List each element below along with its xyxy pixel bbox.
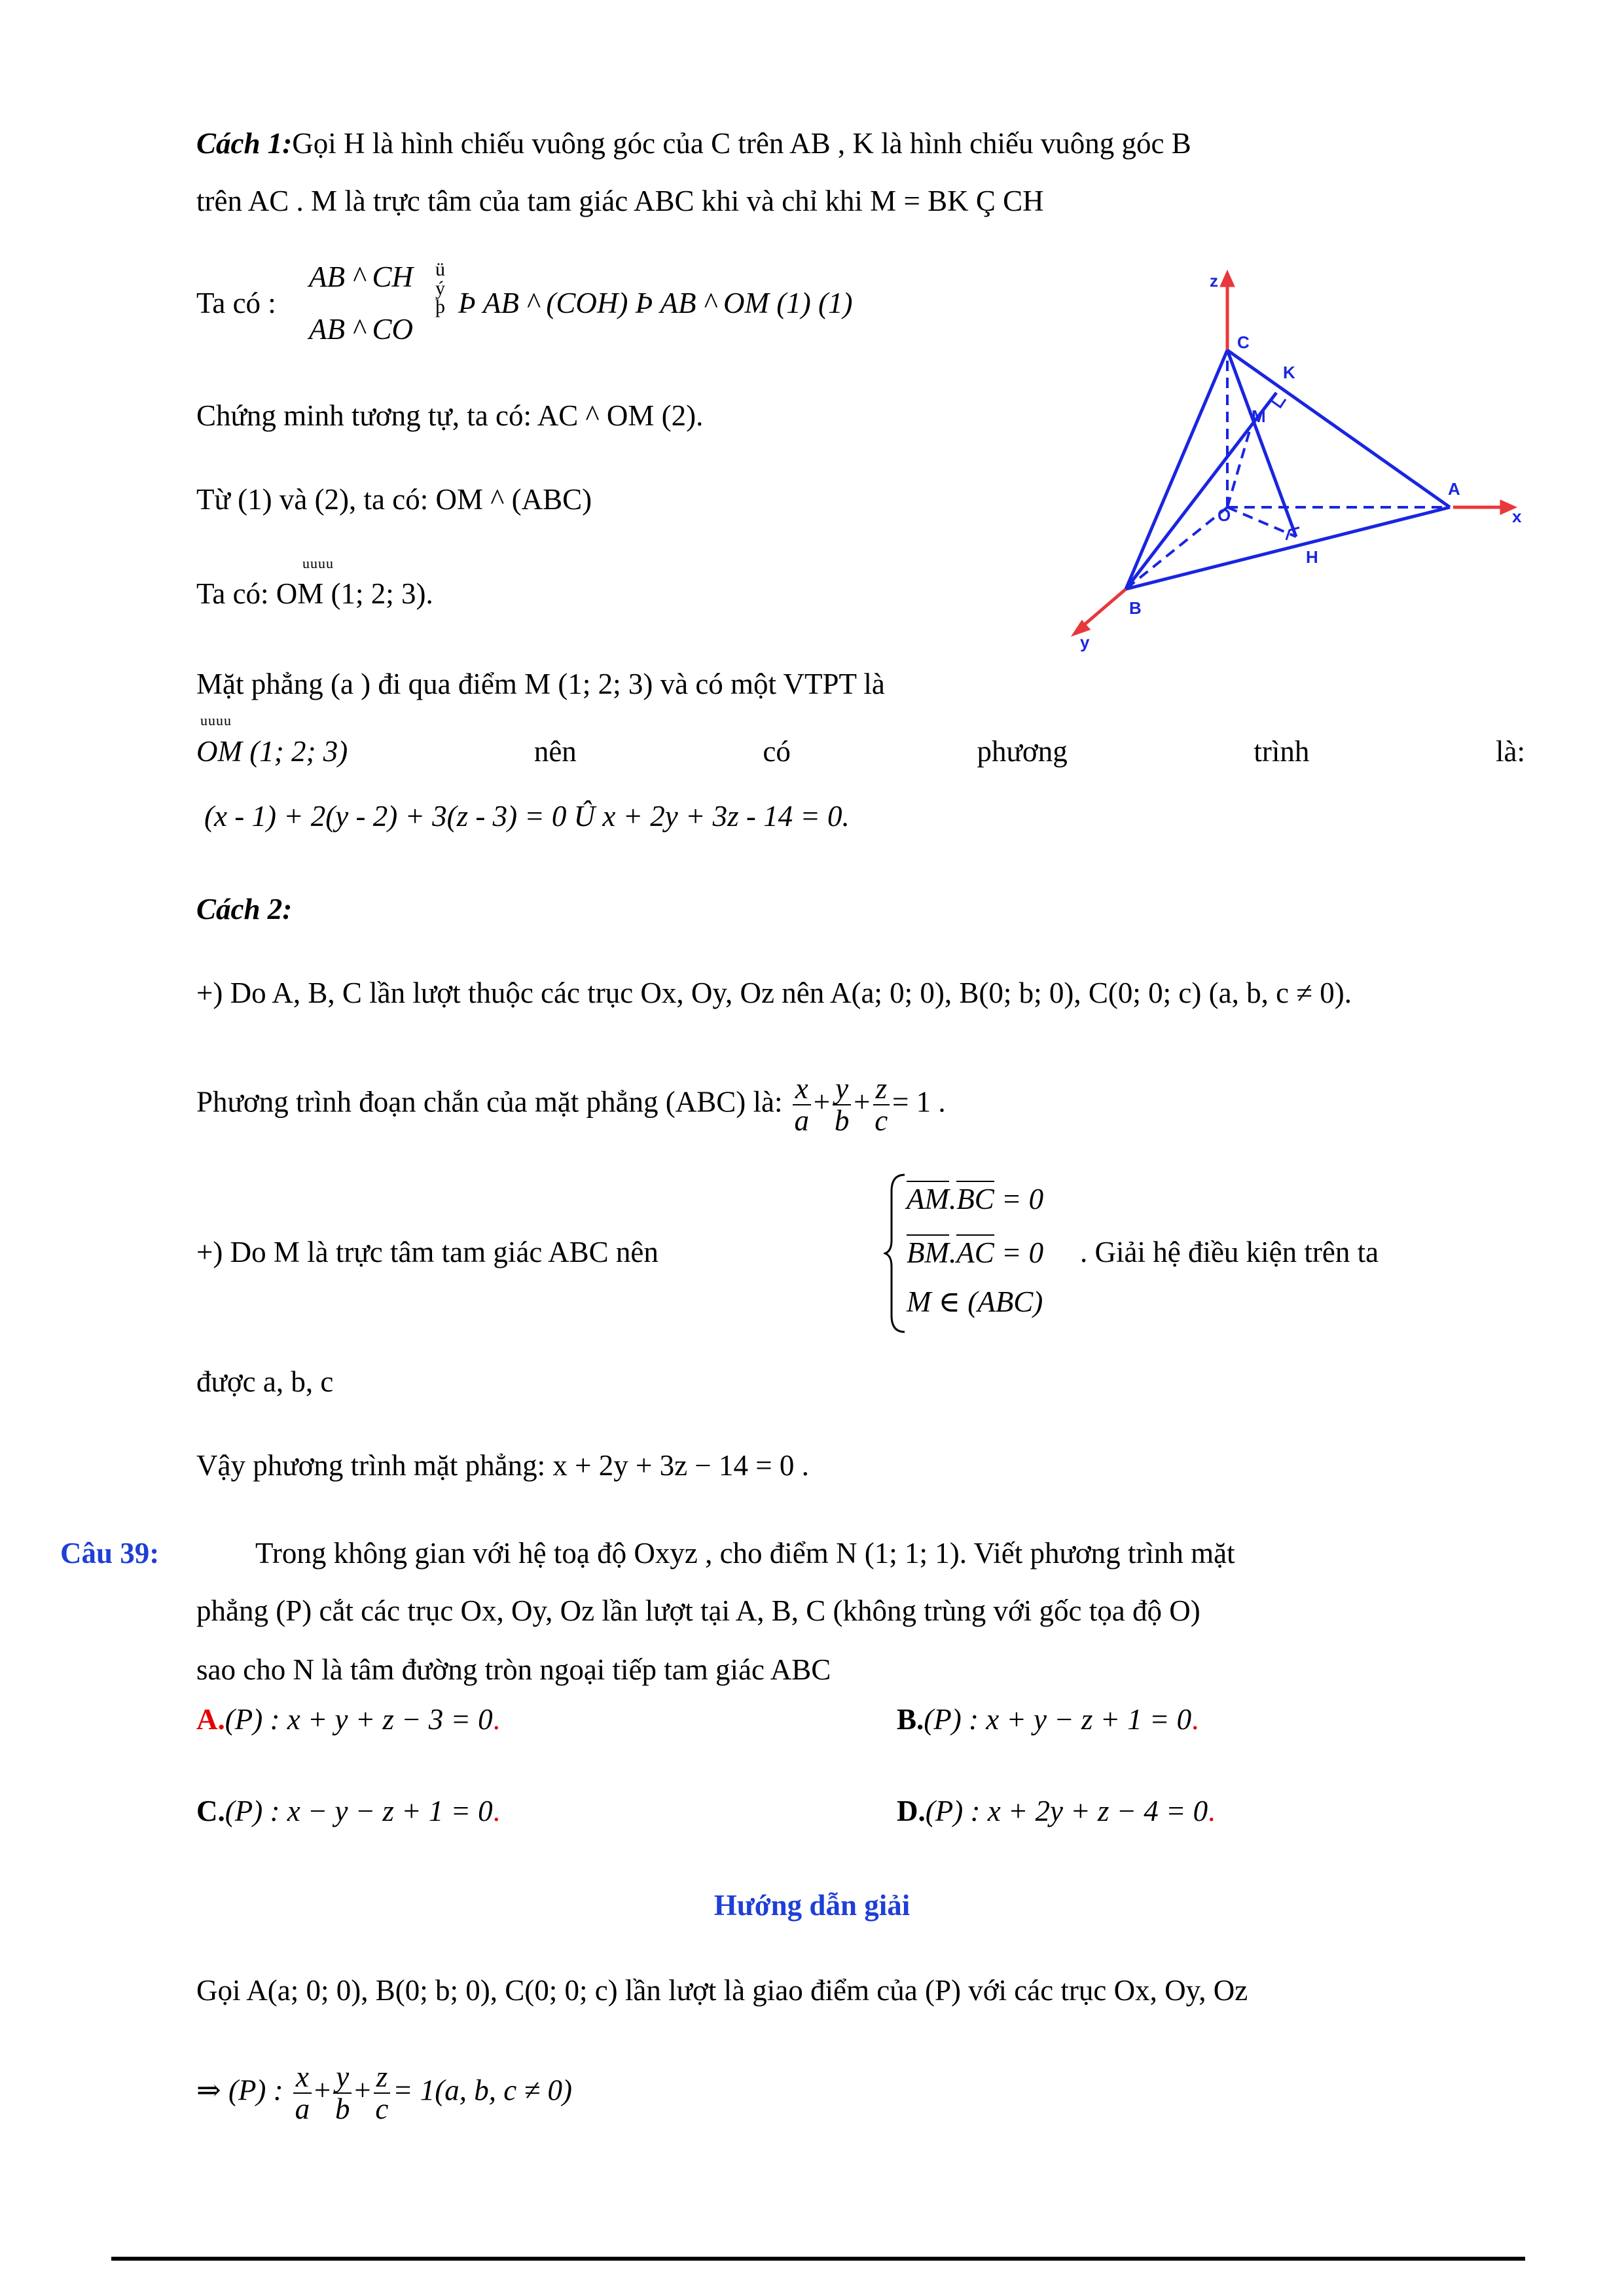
cach2-p3-left: +) Do M là trực tâm tam giác ABC nên	[196, 1236, 659, 1268]
cach2-p5: Vậy phương trình mặt phẳng: x + 2y + 3z − 14 = 0 .	[196, 1449, 809, 1482]
solution-line1: Gọi A(a; 0; 0), B(0; b; 0), C(0; 0; c) lần lượt là giao điểm của (P) với các trục Ox, Oy, Oz	[196, 1974, 1248, 2007]
label-A: A	[1448, 479, 1460, 499]
system-conclusion: Þ AB ^ (COH) Þ AB ^ OM (1) (1)	[458, 287, 853, 319]
option-B-text: (P) : x + y − z + 1 = 0	[924, 1703, 1192, 1736]
condition-1: AM.BC = 0	[907, 1181, 1043, 1217]
frac-num: x	[793, 1073, 811, 1105]
label-x: x	[1512, 507, 1522, 526]
cach1-line1	[196, 126, 1191, 161]
y-axis	[1080, 589, 1126, 628]
edge-BC	[1126, 350, 1227, 589]
frac-num: y	[333, 2062, 352, 2094]
option-D-dot: .	[1208, 1795, 1216, 1827]
frac-den: a	[295, 2092, 310, 2126]
cach2-p2-text: Phương trình đoạn chắn của mặt phẳng (ABC) là:	[196, 1085, 783, 1119]
cach2-title: Cách 2:	[196, 893, 293, 925]
option-D-letter: D.	[897, 1795, 926, 1827]
cach1-line1-text: Gọi H là hình chiếu vuông góc của C trên AB , K là hình chiếu vuông góc B	[292, 127, 1191, 160]
edge-AB	[1126, 507, 1450, 589]
frac-num: y	[833, 1073, 851, 1105]
l8-w1: nên	[533, 735, 577, 768]
option-A[interactable]	[196, 1702, 500, 1737]
condition-2: BM.AC = 0	[907, 1234, 1043, 1270]
question-39-line1: Trong không gian với hệ toạ độ Oxyz , cho điểm N (1; 1; 1). Viết phương trình mặt	[255, 1537, 1235, 1570]
question-39-line3: sao cho N là tâm đường tròn ngoại tiếp tam giác ABC	[196, 1653, 831, 1686]
label-C: C	[1237, 332, 1250, 352]
system-line1: AB ^ CH	[309, 260, 413, 293]
option-C-dot: .	[492, 1795, 500, 1827]
condition-3: M ∈ (ABC)	[907, 1285, 1043, 1318]
l8-w0: OM (1; 2; 3)	[196, 735, 348, 768]
solution-line2-start: ⇒ (P) :	[196, 2073, 283, 2107]
vector-arrow-mark-2: uuuu	[200, 712, 232, 728]
frac-den: c	[875, 1104, 888, 1138]
cach1-title: Cách 1:	[196, 127, 293, 160]
vector-AM: AM	[907, 1181, 949, 1216]
l8-w3: phương	[977, 735, 1068, 768]
cach2-p2-end: = 1 .	[892, 1085, 946, 1119]
label-O: O	[1218, 505, 1231, 525]
cach1-line4: Chứng minh tương tự, ta có: AC ^ OM (2).	[196, 399, 704, 432]
label-y: y	[1080, 632, 1090, 652]
system-brace	[884, 1172, 910, 1335]
right-angle-H	[1286, 528, 1299, 540]
vector-arrow-mark: uuuu	[302, 555, 334, 571]
right-angle-K	[1271, 399, 1286, 407]
solution-line2: ⇒ (P) : $\frac{x}{a}$ + $\frac{y}{b}$ + $\frac{z}{c}$ = 1(a, b, c ≠ 0)	[196, 2060, 572, 2126]
fraction-x-a	[793, 1073, 811, 1137]
vector-BM: BM	[907, 1234, 949, 1270]
taco-label: Ta có :	[196, 287, 276, 319]
frac-den: c	[375, 2092, 389, 2126]
cach2-p2: Phương trình đoạn chắn của mặt phẳng (ABC) là: $\frac{x}{a}$ + $\frac{y}{b}$ + $\frac{z}{c}$ = 1 .	[196, 1072, 946, 1138]
fraction-y-b	[333, 2062, 352, 2125]
frac-num: z	[873, 1073, 890, 1105]
option-D[interactable]	[897, 1793, 1215, 1829]
z-axis-arrow	[1222, 274, 1233, 285]
system-line2: AB ^ CO	[309, 313, 413, 346]
option-B[interactable]	[897, 1702, 1199, 1737]
cach1-line7: Mặt phẳng (a ) đi qua điểm M (1; 2; 3) và có một VTPT là	[196, 668, 885, 700]
fraction-x-a	[293, 2062, 312, 2125]
cach2-p4: được a, b, c	[196, 1365, 334, 1398]
frac-num: z	[374, 2062, 391, 2094]
option-C-text: (P) : x − y − z + 1 = 0	[225, 1795, 493, 1827]
cach1-line6: Ta có: OM (1; 2; 3).	[196, 577, 433, 610]
cach1-line8	[196, 734, 1525, 768]
l8-w2: có	[763, 735, 791, 768]
edge-CA	[1227, 350, 1450, 507]
frac-den: b	[834, 1104, 850, 1138]
system-brace-marks: ü ý þ	[435, 259, 445, 317]
vector-AC: AC	[956, 1234, 994, 1270]
fraction-y-b	[833, 1073, 851, 1137]
tetrahedron-figure	[1060, 262, 1532, 668]
label-H: H	[1306, 547, 1318, 567]
label-M: M	[1252, 406, 1266, 426]
label-B: B	[1129, 598, 1142, 618]
frac-den: b	[335, 2092, 350, 2126]
option-B-letter: B.	[897, 1703, 924, 1736]
option-A-text: (P) : x + y + z − 3 = 0	[225, 1703, 493, 1736]
question-39-label: Câu 39:	[60, 1537, 160, 1570]
label-K: K	[1283, 363, 1295, 382]
option-A-dot: .	[492, 1703, 500, 1736]
cach2-p1: +) Do A, B, C lần lượt thuộc các trục Ox, Oy, Oz nên A(a; 0; 0), B(0; b; 0), C(0; 0; c) (a, b, c ≠ 0).	[196, 977, 1352, 1009]
option-A-letter: A.	[196, 1703, 225, 1736]
frac-den: a	[794, 1104, 809, 1138]
fraction-z-c	[873, 1073, 890, 1137]
option-C-letter: C.	[196, 1795, 225, 1827]
solution-title: Hướng dẫn giải	[713, 1889, 911, 1922]
option-D-text: (P) : x + 2y + z − 4 = 0	[925, 1795, 1208, 1827]
l8-w5: là:	[1495, 735, 1525, 768]
l8-w4: trình	[1254, 735, 1310, 768]
cach1-line5: Từ (1) và (2), ta có: OM ^ (ABC)	[196, 483, 592, 516]
label-z: z	[1210, 271, 1218, 291]
vector-BC: BC	[956, 1181, 994, 1216]
question-39-line2: phẳng (P) cắt các trục Ox, Oy, Oz lần lượt tại A, B, C (không trùng với gốc tọa độ O)	[196, 1594, 1200, 1627]
option-B-dot: .	[1191, 1703, 1199, 1736]
solution-line2-end: = 1(a, b, c ≠ 0)	[393, 2073, 572, 2107]
cach2-p3-right: . Giải hệ điều kiện trên ta	[1080, 1236, 1379, 1268]
fraction-z-c	[374, 2062, 391, 2125]
frac-num: x	[293, 2062, 312, 2094]
option-C[interactable]	[196, 1793, 500, 1829]
cach1-line2: trên AC . M là trực tâm của tam giác ABC khi và chỉ khi M = BK Ç CH	[196, 185, 1044, 217]
cach1-line9: (x - 1) + 2(y - 2) + 3(z - 3) = 0 Û x + 2y + 3z - 14 = 0.	[204, 800, 850, 833]
footer-rule	[111, 2257, 1525, 2261]
